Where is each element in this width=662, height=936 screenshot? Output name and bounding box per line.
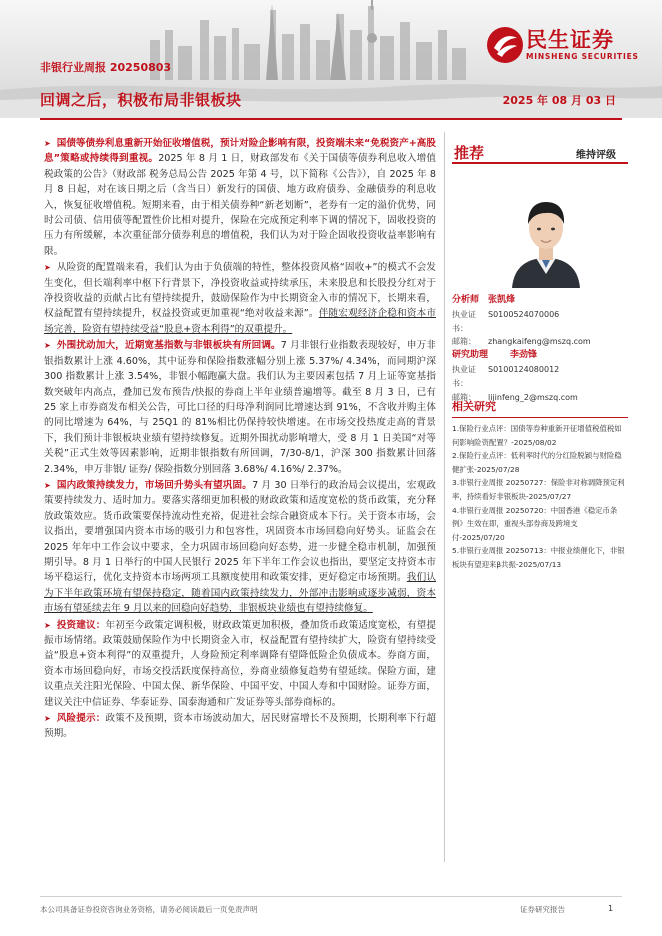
assistant-mail[interactable]: lijinfeng_2@mszq.com (488, 392, 578, 402)
paragraph-5 (44, 618, 436, 710)
analyst-cert-row (452, 308, 628, 336)
analyst-mail[interactable]: zhangkaifeng@mszq.com (488, 337, 591, 347)
related-list (452, 422, 628, 572)
p1-text: 2025 年 8 月 1 日，财政部发布《关于国债等债券利息收入增值税政策的公告》（财政部 税务总局公告 2025 年第 4 号，以下简称《公告》），自 2025 年 8 月 8 日起，对在该日期之后（含当日）新发行的国债、地方政府债券、金融债券的利息收入，恢复征收增值税。短期来看，由于相关债券种“新老划断”，老券有一定的溢价优势，同时公司债、信用债等配置性价比相对提升，保险在完成预定利率下调的情况下，固收投资的压力有所缓解，本次重征部分债券利息的增值税，我们认为对于险企固收投资收益率影响有限。 (44, 153, 436, 257)
paragraph-1 (44, 136, 436, 259)
report-date: 2025 年 08 月 03 日 (502, 94, 616, 107)
bullet-icon: ➤ (44, 341, 51, 351)
paragraph-6 (44, 711, 436, 742)
analyst-mail-label: 邮箱： (452, 337, 476, 347)
analyst-cert: S0100524070006 (488, 309, 560, 319)
footer-divider (40, 896, 622, 897)
analyst-row (452, 294, 628, 308)
p4-text: 7 月 30 日举行的政治局会议提出，宏观政策要持续发力、适时加力。要落实落细更加积极的财政政策和适度宽松的货币政策，充分释放政策效应。货币政策要保持流动性充裕，促进社会综合融资成本下行。关于资本市场，会议指出，要增强国内资本市场的吸引力和包容性，巩固资本市场回稳向好势头。证监会在 2025 年年中工作会议中要求，全力巩固市场回稳向好态势，进一步健全稳市机制，加强预期引导。8 月 1 日举行的中国人民银行 2025 年下半年工作会议也指出，要坚定支持资本市场平稳运行，优化支持资本市场两项工具额度使用和政策安排，更好稳定市场预期。 (44, 479, 437, 584)
page-number: 1 (608, 904, 614, 913)
analyst-info (452, 294, 628, 404)
footer-label: 证券研究报告 (520, 905, 565, 914)
rating-keep: 维持评级 (576, 150, 616, 161)
bullet-icon: ➤ (44, 263, 51, 273)
related-title: 相关研究 (452, 398, 628, 418)
header-divider (40, 118, 622, 120)
assistant-row (452, 349, 628, 363)
assistant-cert-label: 执业证书： (452, 364, 476, 388)
analyst-portrait (506, 188, 586, 288)
logo-english-name: MINSHENG SECURITIES (526, 52, 639, 61)
p5-heading: 投资建议： (56, 619, 106, 631)
p2-text: 从险资的配置端来看，我们认为由于负债端的特性，整体投资风格“固收+”的模式不会发生变化，但长端利率中枢下行背景下，净投资收益或持续承压，未来股息和长股投分红对于净投资收益的贡献占比有望持续提升，鼓励保险作为中长期资金入市的情况下，长期来看，权益配置有望持续提升，权益投资或更加重视“绝对收益来源”。 (44, 262, 436, 320)
related-research (452, 398, 628, 572)
header-banner (0, 0, 662, 118)
bullet-icon: ➤ (44, 620, 51, 630)
related-item[interactable]: 1.保险行业点评：国债等券种重新开征增值税值税如何影响险资配置？-2025/08/02 (452, 424, 622, 447)
assistant-label: 研究助理 (452, 350, 489, 361)
report-title: 回调之后，积极布局非银板块 (40, 91, 242, 109)
logo-chinese-name: 民生证券 (526, 28, 614, 52)
rating-tag: 推荐 (454, 144, 485, 162)
related-item[interactable]: 3.非银行业周报 20250727：保险非对称调降预定利率，持续看好非银板块-2025/07/27 (452, 478, 625, 501)
main-content (44, 136, 436, 743)
paragraph-3 (44, 338, 436, 477)
analyst-label: 分析师 (452, 295, 480, 305)
p4-underline: 我们认为下半年政策环境有望保持稳定，随着国内政策持续发力，外部冲击影响或逐步减弱，资本市场有望延续去年 9 月以来的回稳向好趋势，非银板块业绩也有望持续修复。 (44, 572, 437, 615)
paragraph-2 (44, 260, 436, 337)
related-item[interactable]: 4.非银行业周报 20250720：中国香港《稳定币条例》生效在即，重视头部券商及跨境支付-2025/07/20 (452, 505, 618, 542)
analyst-cert-label: 执业证书： (452, 309, 476, 333)
p2-underline: 伴随宏观经济企稳和资本市场完善，险资有望持续受益“股息+资本利得”的双重提升。 (44, 308, 436, 335)
sidebar (452, 132, 628, 164)
company-logo (486, 24, 646, 72)
analyst-mail-row (452, 335, 628, 349)
assistant-cert: S0100124080012 (488, 364, 560, 374)
assistant-mail-label: 邮箱： (452, 392, 476, 402)
bullet-icon: ➤ (44, 480, 51, 490)
p5-text: 年初至今政策定调积极，财政政策更加积极，叠加货币政策适度宽松，有望提振市场情绪。政策鼓励保险作为中长期资金入市，权益配置有望持续扩大，险资有望持续受益“股息+资本利得”的双重提升，人身险预定利率调降有望降低险企负债成本。券商方面，资本市场回稳向好，市场交投活跃度保持高位，券商业绩修复趋势有望延续。保险方面，建议重点关注阳光保险、中国太保、新华保险、中国平安、中国人寿和中国财险。证券方面，建议关注中信证券、华泰证券、国泰海通和广发证券等头部券商标的。 (44, 619, 437, 708)
p3-heading: 外围扰动加大，近期宽基指数与非银板块有所回调。 (56, 340, 281, 352)
p3-text: 7 月非银行业指数表现较好，申万非银指数累计上涨 4.60%，其中证券和保险指数涨幅分别上涨 5.37%/ 4.34%，而同期沪深 300 指数累计上涨 3.54%，非银小幅跑赢大盘。我们认为主要因素包括 7 月上证等宽基指数突破年内高点，叠加已发布预告/快报的券商上半年业绩普遍增等。截至 8 月 3 日，已有 25 家上市券商发布相关公告，可比口径的归母净利润同比增速达到 91%，不含收并购主体的同比增速为 64%，与 25Q1 的 81%相比仍保持较快增速。在市场交投热度走高的背景下，我们预计非银板块业绩有望持续修复。近期外围扰动影响增大，受 8 月 1 日美国“对等关税”正式生效等因素影响，近期非银指数有所回调，7/30-8/1，沪深 300 指数累计回落 2.34%，申万非银/ 证券/ 保险指数分别回落 3.68%/ 4.16%/ 2.37%。 (44, 340, 437, 475)
assistant-name: 李劲锋 (510, 350, 538, 361)
bullet-icon: ➤ (44, 714, 51, 724)
bullet-icon: ➤ (44, 139, 51, 148)
logo-mark-icon (486, 26, 524, 64)
related-item[interactable]: 5.非银行业周报 20250713：中报业绩催化下，非银板块有望迎来β共振-2025/07/13 (452, 546, 625, 569)
report-type: 非银行业周报 20250803 (40, 61, 172, 74)
p6-heading: 风险提示： (56, 713, 106, 725)
assistant-cert-row (452, 363, 628, 391)
analyst-name: 张凯烽 (488, 295, 516, 305)
related-item[interactable]: 2.保险行业点评：低利率时代的分红险脱颖与财险稳健扩张-2025/07/28 (452, 451, 622, 474)
p1-heading: 国债等债券利息重新开始征收增值税，预计对险企影响有限，投资端未来“免税资产+高股息”策略或持续得到重视。 (44, 138, 436, 165)
rating-row (452, 132, 628, 164)
footer-disclaimer: 本公司具备证券投资咨询业务资格，请务必阅读最后一页免责声明 (40, 905, 258, 914)
paragraph-4 (44, 478, 436, 617)
p4-heading: 国内政策持续发力，市场回升势头有望巩固。 (56, 479, 253, 491)
column-divider (444, 132, 445, 862)
p6-text: 政策不及预期，资本市场波动加大，居民财富增长不及预期，长期利率下行超预期。 (44, 713, 437, 740)
